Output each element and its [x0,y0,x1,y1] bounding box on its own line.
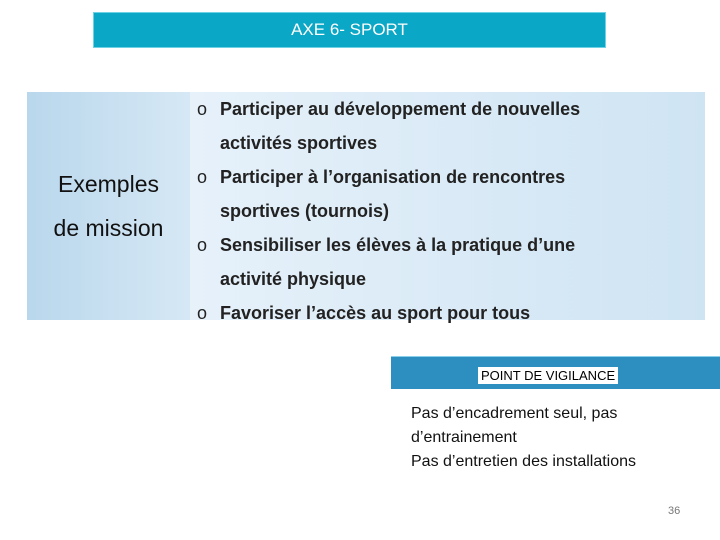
missions-label-panel [27,92,190,320]
list-item [190,160,705,228]
list-item [190,228,705,296]
list-item-line: Favoriser l’accès au sport pour tous [220,303,531,323]
bullet-marker: o [197,99,208,119]
list-item-line: activité physique [220,269,367,289]
vigilance-label: POINT DE VIGILANCE [478,367,618,384]
missions-list-panel [190,92,705,323]
title-bar [93,12,606,48]
missions-label-line1: Exemples [58,171,159,197]
vigilance-text [411,402,711,474]
page-title: AXE 6- SPORT [291,20,408,39]
list-item-line: sportives (tournois) [220,201,390,221]
missions-label-line2: de mission [53,215,164,241]
vigilance-line: d’entrainement [411,429,517,446]
bullet-marker: o [197,167,208,187]
vigilance-bar [391,356,720,389]
list-item [190,296,705,330]
page-number: 36 [668,505,681,517]
mission-list [190,92,705,330]
list-item [190,92,705,160]
list-item-line: activités sportives [220,133,378,153]
vigilance-line: Pas d’encadrement seul, pas [411,405,618,422]
list-item-line: Participer à l’organisation de rencontres [220,167,566,187]
bullet-marker: o [197,303,208,323]
vigilance-line: Pas d’entretien des installations [411,453,637,470]
list-item-line: Sensibiliser les élèves à la pratique d’une [220,235,576,255]
list-item-line: Participer au développement de nouvelles [220,99,581,119]
bullet-marker: o [197,235,208,255]
